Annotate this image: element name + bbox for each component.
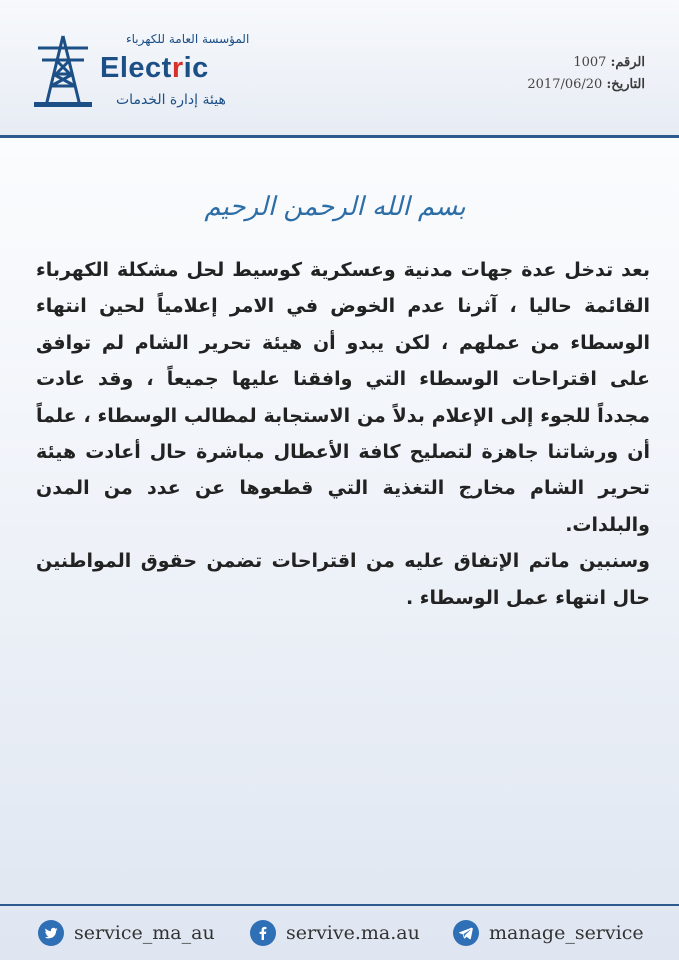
body-paragraph: وسنبين ماتم الإتفاق عليه من اقتراحات تضمن حقوق المواطنين حال انتهاء عمل الوسطاء . — [36, 550, 650, 609]
body-paragraph: بعد تدخل عدة جهات مدنية وعسكرية كوسيط لحل مشكلة الكهرباء القائمة حاليا ، آثرنا عدم الخوض في الامر إعلامياً لحين انتهاء الوسطاء من عملهم ، لكن يبدو أن هيئة تحرير الشام لم توافق على اقتراحات الوسطاء التي وافقنا عليها جميعاً ، وقد عادت مجدداً للجوء إلى الإعلام بدلاً من الاستجابة لمطالب الوسطاء ، علماً أن ورشاتنا جاهزة لتصليح كافة الأعطال مباشرة حال أعادت هيئة تحرير الشام مخارج التغذية التي قطعوها عن عدد من المدن والبلدات. — [36, 259, 650, 536]
logo-arabic-organization: المؤسسة العامة للكهرباء — [126, 32, 250, 46]
facebook-icon — [250, 920, 276, 946]
twitter-icon — [38, 920, 64, 946]
twitter-handle: service_ma_au — [74, 922, 215, 944]
logo-wordmark: Electric — [100, 52, 209, 84]
telegram-contact[interactable] — [453, 920, 644, 946]
telegram-icon — [453, 920, 479, 946]
header-divider — [0, 135, 679, 138]
twitter-contact[interactable] — [38, 920, 215, 946]
letter-meta — [527, 52, 645, 96]
basmala — [204, 180, 466, 234]
facebook-contact[interactable] — [250, 920, 420, 946]
letter-date: التاريخ: 2017/06/20 — [527, 77, 645, 92]
basmala-text: بسم الله الرحمن الرحيم — [204, 192, 466, 222]
telegram-handle: manage_service — [489, 922, 644, 944]
reference-number: الرقم: 1007 — [573, 55, 645, 70]
power-tower-icon — [34, 34, 92, 108]
letter-body — [36, 252, 650, 616]
letter-footer — [0, 906, 679, 960]
letterhead — [0, 0, 679, 136]
facebook-handle: servive.ma.au — [286, 922, 420, 944]
logo-arabic-subtitle: هيئة إدارة الخدمات — [116, 92, 226, 108]
electric-logo — [32, 30, 250, 116]
